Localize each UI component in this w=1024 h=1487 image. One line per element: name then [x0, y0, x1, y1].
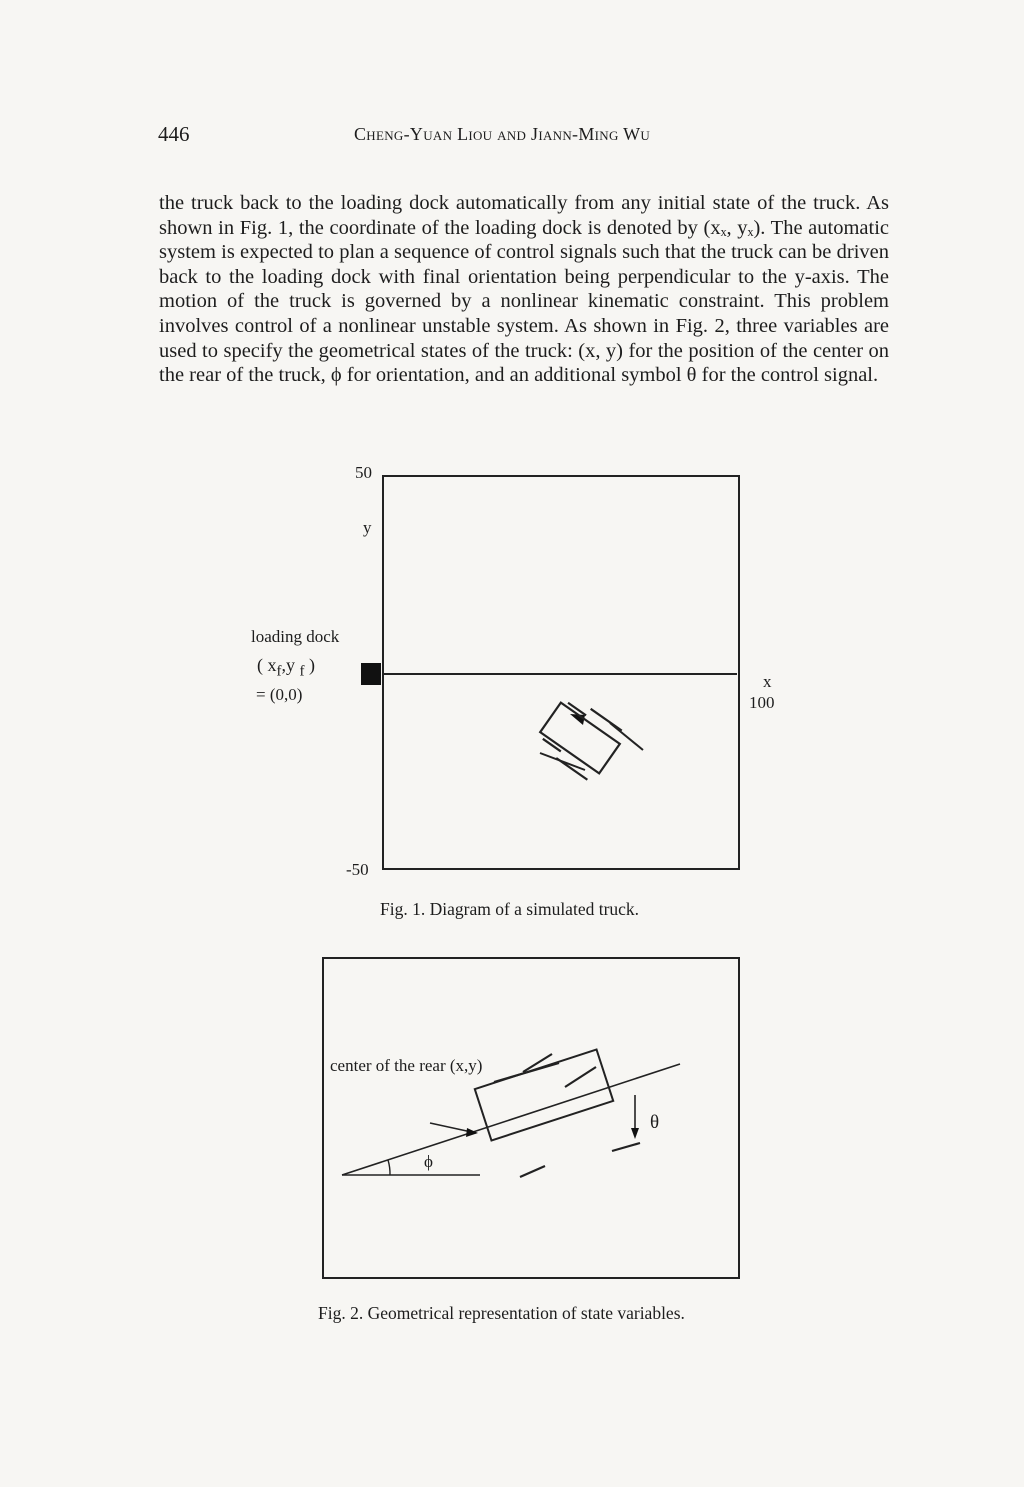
- dock-coord-x: x: [267, 655, 277, 675]
- simulated-truck: [533, 693, 626, 783]
- x-axis-label: x: [763, 672, 772, 691]
- rear-center-label: center of the rear (x,y): [330, 1056, 483, 1075]
- phi-angle-arc: [388, 1160, 390, 1175]
- page-number: 446: [158, 122, 190, 146]
- truck-right-axle: [612, 1143, 640, 1151]
- truck-top-axle: [494, 1063, 559, 1082]
- figure-2-diagram: [0, 940, 1024, 1330]
- dock-coord-open: (: [257, 655, 263, 675]
- figure-2-caption: Fig. 2. Geometrical representation of state variables.: [318, 1303, 685, 1323]
- truck-rect: [475, 1050, 613, 1141]
- truck-axle-line-right: [610, 723, 643, 750]
- y-top-label: 50: [355, 463, 372, 482]
- loading-dock-marker: [361, 663, 381, 685]
- x-max-label: 100: [749, 693, 775, 712]
- dock-coord-sub-y: f: [299, 663, 305, 680]
- theta-label: θ: [650, 1112, 660, 1133]
- truck-top-axle-right: [565, 1067, 596, 1087]
- control-signal-arrowhead: [631, 1128, 639, 1139]
- running-head-authors: Cheng-Yuan Liou and Jiann-Ming Wu: [354, 124, 651, 144]
- figure-2: [0, 940, 1024, 1330]
- dock-coordinate: [257, 655, 315, 681]
- dock-coord-close: ): [309, 655, 315, 675]
- y-axis-label: y: [363, 518, 372, 537]
- figure-1-caption: Fig. 1. Diagram of a simulated truck.: [380, 899, 640, 919]
- loading-dock-label: loading dock: [251, 627, 340, 646]
- truck-axle-line-left: [540, 753, 585, 770]
- body-paragraph: the truck back to the loading dock automatically from any initial state of the truck. As shown in Fig. 1, the coordinate of the loading dock is denoted by (xₓ, yₓ). The automatic system is expected to plan a sequence of control signals such that the truck can be driven back to the loading dock with final orientation being perpendicular to the y-axis. The motion of the truck is governed by a nonlinear kinematic constraint. This problem involves control of a nonlinear unstable system. As shown in Fig. 2, three variables are used to specify the geometrical states of the truck: (x, y) for the position of the center on the rear of the truck, ϕ for orientation, and an additional symbol θ for the control signal.: [159, 192, 889, 387]
- rear-pointer-arrowhead: [466, 1128, 478, 1137]
- dock-coord-y: y: [286, 655, 295, 675]
- truck-body: [540, 703, 620, 774]
- truck-rectangle: [475, 1050, 613, 1141]
- y-bottom-label: -50: [346, 860, 369, 879]
- dock-value-label: = (0,0): [256, 685, 303, 704]
- truck-arrow-head: [570, 714, 585, 725]
- dock-coord-sub-x: f: [276, 663, 282, 680]
- dock-coord-comma: ,: [281, 655, 286, 675]
- phi-label: ϕ: [424, 1152, 433, 1171]
- orientation-line: [342, 1064, 680, 1175]
- truck-bottom-axle: [520, 1166, 545, 1177]
